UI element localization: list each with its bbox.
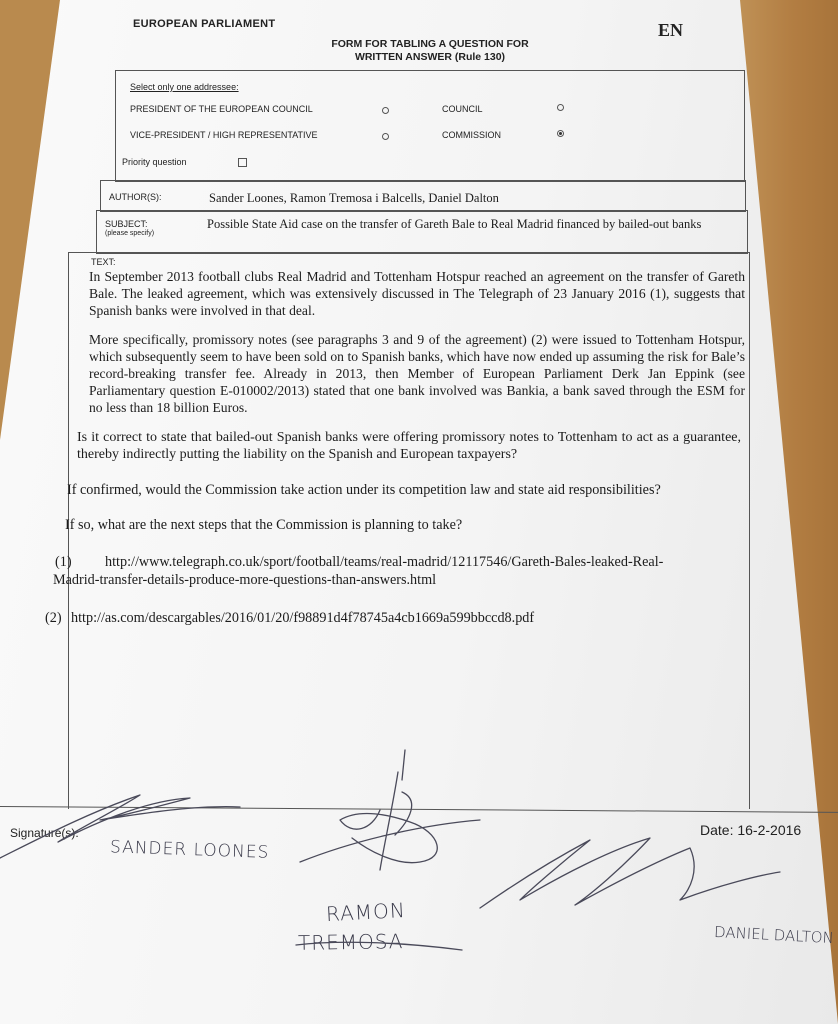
footnote-1-url-line1[interactable]: http://www.telegraph.co.uk/sport/football/teams/real-madrid/12117546/Gareth-Bales-leaked-Real- <box>105 554 664 570</box>
tremosa-signature-stroke <box>300 750 480 870</box>
handwritten-name-tremosa: TREMOSA <box>297 929 404 955</box>
handwritten-name-dalton: DANIEL DALTON <box>713 922 835 948</box>
paragraph-1: In September 2013 football clubs Real Madrid and Tottenham Hotspur reached an agreement on the transfer of Gareth Bale. The leaked agreement, which was extensively discussed in The Telegraph of 23 January 2016 (1), suggests that Spanish banks were involved in that deal. <box>89 269 745 318</box>
paragraph-5: If so, what are the next steps that the Commission is planning to take? <box>65 517 463 533</box>
paragraph-3: Is it correct to state that bailed-out Spanish banks were offering promissory notes to Tottenham to act as a guarantee, thereby indirectly putting the liability on the Spanish and European taxpayers? <box>77 430 741 462</box>
form-title-line2: WRITTEN ANSWER (Rule 130) <box>354 51 506 63</box>
priority-label: Priority question <box>122 157 187 167</box>
language-code: EN <box>658 20 684 40</box>
footnote-1-num: (1) <box>55 554 72 570</box>
footnote-2-num: (2) <box>45 610 62 626</box>
option-label-vp: VICE-PRESIDENT / HIGH REPRESENTATIVE <box>130 130 318 140</box>
paragraph-2: More specifically, promissory notes (see paragraphs 3 and 9 of the agreement) (2) were issued to Tottenham Hotspur, which subsequently seem to have been sold on to Spanish banks, which have now ended up assuming the risk for Bale’s record-breaking transfer fee. Already in 2013, then Member of European Parliament Derk Jan Eppink (see Parliamentary question E-010002/2013) stated that one bank involved was Bankia, a bank saved through the ESM for no less than 18 billion Euros. <box>89 332 745 415</box>
text-label: TEXT: <box>91 257 116 267</box>
author-label: AUTHOR(S): <box>109 192 162 202</box>
footnote-1-url-line2[interactable]: Madrid-transfer-details-produce-more-questions-than-answers.html <box>53 572 437 588</box>
handwritten-name-loones: SANDER LOONES <box>109 837 270 863</box>
option-label-president: PRESIDENT OF THE EUROPEAN COUNCIL <box>130 104 313 114</box>
author-value: Sander Loones, Ramon Tremosa i Balcells, Daniel Dalton <box>209 191 499 205</box>
subject-value: Possible State Aid case on the transfer of Gareth Bale to Real Madrid financed by bailed-out banks <box>207 217 702 231</box>
paragraph-4: If confirmed, would the Commission take action under its competition law and state aid responsibilities? <box>67 482 661 498</box>
footnote-2-url[interactable]: http://as.com/descargables/2016/01/20/f98891d4f78745a4cb1669a599bbccd8.pdf <box>71 610 535 626</box>
institution-name: EUROPEAN PARLIAMENT <box>133 18 276 30</box>
loones-signature-stroke <box>0 795 240 858</box>
form-title-line1: FORM FOR TABLING A QUESTION FOR <box>331 38 529 50</box>
option-label-council: COUNCIL <box>442 104 483 114</box>
ramon-underline-stroke <box>296 942 462 950</box>
subject-sublabel: (please specify) <box>105 230 155 237</box>
signature-label: Signature(s): <box>10 826 79 840</box>
dalton-signature-stroke <box>480 838 780 908</box>
subject-label: SUBJECT: <box>105 219 148 229</box>
date-label: Date: 16-2-2016 <box>700 822 802 838</box>
handwritten-name-ramon: RAMON <box>325 897 407 927</box>
option-label-commission: COMMISSION <box>442 130 502 140</box>
addressee-heading: Select only one addressee: <box>130 82 239 92</box>
